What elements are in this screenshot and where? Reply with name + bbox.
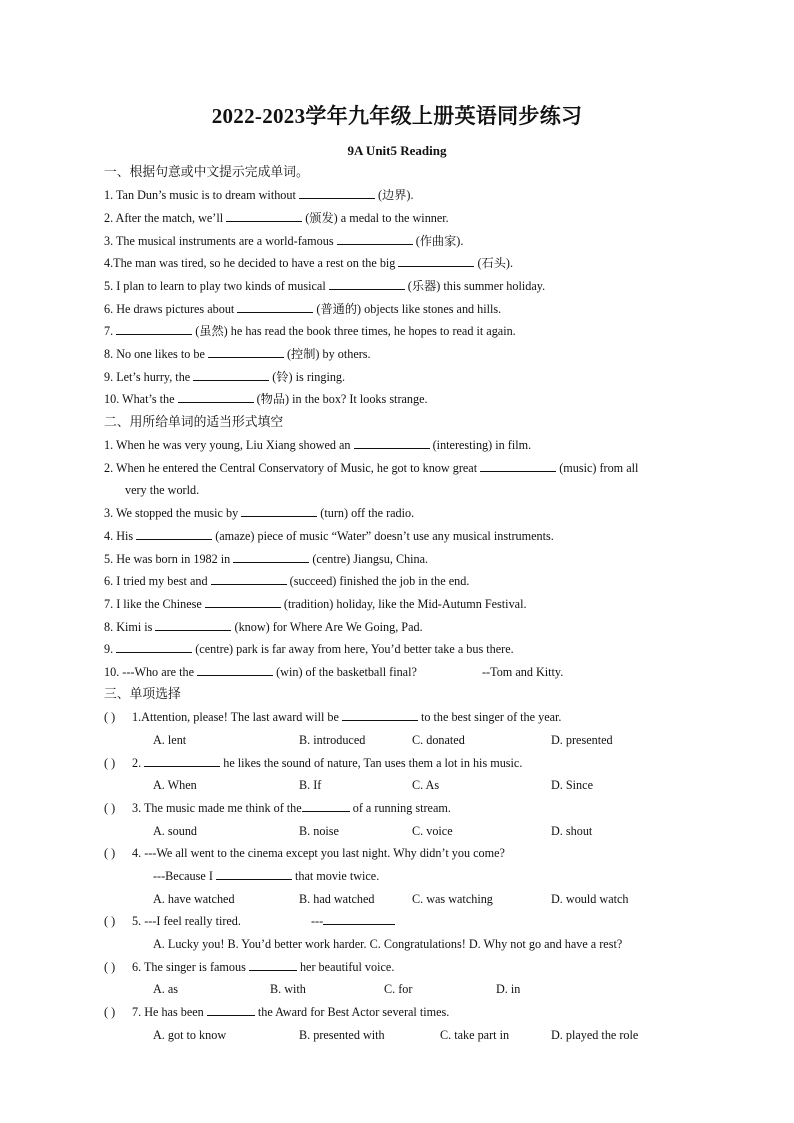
mc-answer-paren[interactable]: ( ) xyxy=(104,710,116,724)
answer-blank[interactable] xyxy=(299,187,375,199)
q6-option-d[interactable]: D. in xyxy=(496,982,521,996)
answer-blank[interactable] xyxy=(136,528,212,540)
mc-answer-paren[interactable]: ( ) xyxy=(104,801,116,815)
q1-option-c[interactable]: C. donated xyxy=(412,733,465,747)
answer-blank[interactable] xyxy=(207,1004,255,1016)
mc-question-2: 2. he likes the sound of nature, Tan uses them a lot in his music. xyxy=(132,756,523,770)
answer-blank[interactable] xyxy=(337,233,413,245)
q3-option-a[interactable]: A. sound xyxy=(153,824,198,838)
answer-blank[interactable] xyxy=(354,437,430,449)
s2-item-4: 4. His (amaze) piece of music “Water” doesn’t use any musical instruments. xyxy=(104,529,554,543)
s2-item-5: 5. He was born in 1982 in (centre) Jiangsu, China. xyxy=(104,552,429,566)
section-2-heading: 二、用所给单词的适当形式填空 xyxy=(104,415,284,429)
section-3-heading: 三、单项选择 xyxy=(104,687,181,701)
s1-item-4: 4.The man was tired, so he decided to have a rest on the big (石头). xyxy=(104,256,514,270)
q2-option-c[interactable]: C. As xyxy=(412,778,440,792)
q7-option-b[interactable]: B. presented with xyxy=(299,1028,385,1042)
s1-item-8: 8. No one likes to be (控制) by others. xyxy=(104,347,371,361)
answer-blank[interactable] xyxy=(216,868,292,880)
q6-option-c[interactable]: C. for xyxy=(384,982,413,996)
q2-option-d[interactable]: D. Since xyxy=(551,778,593,792)
mc-answer-paren[interactable]: ( ) xyxy=(104,846,116,860)
q1-option-a[interactable]: A. lent xyxy=(153,733,187,747)
answer-blank[interactable] xyxy=(193,369,269,381)
q4-option-b[interactable]: B. had watched xyxy=(299,892,375,906)
mc-question-6: 6. The singer is famous her beautiful voice. xyxy=(132,960,395,974)
mc-question-4-response: ---Because I that movie twice. xyxy=(153,869,380,883)
answer-blank[interactable] xyxy=(205,596,281,608)
q3-option-d[interactable]: D. shout xyxy=(551,824,593,838)
answer-blank[interactable] xyxy=(398,255,474,267)
s2-item-10-reply: --Tom and Kitty. xyxy=(482,665,564,679)
q1-option-d[interactable]: D. presented xyxy=(551,733,613,747)
page-title: 2022-2023学年九年级上册英语同步练习 xyxy=(211,104,583,128)
q2-option-a[interactable]: A. When xyxy=(153,778,197,792)
q6-option-b[interactable]: B. with xyxy=(270,982,306,996)
s1-item-2: 2. After the match, we’ll (颁发) a medal to the winner. xyxy=(104,211,449,225)
s2-item-7: 7. I like the Chinese (tradition) holiday, like the Mid-Autumn Festival. xyxy=(104,597,527,611)
answer-blank[interactable] xyxy=(323,913,395,925)
mc-question-1: 1.Attention, please! The last award will be to the best singer of the year. xyxy=(132,710,562,724)
s2-item-8: 8. Kimi is (know) for Where Are We Going, Pad. xyxy=(104,620,423,634)
s2-item-2: 2. When he entered the Central Conservatory of Music, he got to know great (music) from all xyxy=(104,461,639,475)
q1-option-b[interactable]: B. introduced xyxy=(299,733,366,747)
s2-item-9: 9. (centre) park is far away from here, You’d better take a bus there. xyxy=(104,642,514,656)
mc-question-5-reply: --- xyxy=(311,913,395,929)
answer-blank[interactable] xyxy=(178,391,254,403)
s2-item-6: 6. I tried my best and (succeed) finished the job in the end. xyxy=(104,574,470,588)
answer-blank[interactable] xyxy=(208,346,284,358)
q7-option-d[interactable]: D. played the role xyxy=(551,1028,639,1042)
page-subtitle: 9A Unit5 Reading xyxy=(347,143,447,158)
answer-blank[interactable] xyxy=(226,210,302,222)
mc-question-4: 4. ---We all went to the cinema except you last night. Why didn’t you come? xyxy=(132,846,505,860)
s1-item-6: 6. He draws pictures about (普通的) objects like stones and hills. xyxy=(104,302,502,316)
q4-option-c[interactable]: C. was watching xyxy=(412,892,493,906)
mc-answer-paren[interactable]: ( ) xyxy=(104,756,116,770)
s2-item-2-continuation: very the world. xyxy=(125,483,200,497)
answer-blank[interactable] xyxy=(116,641,192,653)
q7-option-a[interactable]: A. got to know xyxy=(153,1028,227,1042)
mc-question-7: 7. He has been the Award for Best Actor several times. xyxy=(132,1005,450,1019)
answer-blank[interactable] xyxy=(233,551,309,563)
answer-blank[interactable] xyxy=(342,709,418,721)
answer-blank[interactable] xyxy=(116,323,192,335)
s1-item-5: 5. I plan to learn to play two kinds of musical (乐器) this summer holiday. xyxy=(104,279,546,293)
mc-question-3: 3. The music made me think of the of a running stream. xyxy=(132,801,451,815)
answer-blank[interactable] xyxy=(329,278,405,290)
q5-options[interactable]: A. Lucky you! B. You’d better work harder. C. Congratulations! D. Why not go and have a rest? xyxy=(153,937,623,951)
s1-item-9: 9. Let’s hurry, the (铃) is ringing. xyxy=(104,370,346,384)
answer-blank[interactable] xyxy=(211,573,287,585)
q4-option-d[interactable]: D. would watch xyxy=(551,892,629,906)
q2-option-b[interactable]: B. If xyxy=(299,778,322,792)
s1-item-10: 10. What’s the (物品) in the box? It looks strange. xyxy=(104,392,428,406)
q3-option-c[interactable]: C. voice xyxy=(412,824,453,838)
q3-option-b[interactable]: B. noise xyxy=(299,824,339,838)
answer-blank[interactable] xyxy=(480,460,556,472)
q4-option-a[interactable]: A. have watched xyxy=(153,892,235,906)
answer-blank[interactable] xyxy=(197,664,273,676)
answer-blank[interactable] xyxy=(155,619,231,631)
mc-question-5: 5. ---I feel really tired. xyxy=(132,914,241,928)
mc-answer-paren[interactable]: ( ) xyxy=(104,960,116,974)
q6-option-a[interactable]: A. as xyxy=(153,982,179,996)
answer-blank[interactable] xyxy=(237,301,313,313)
mc-answer-paren[interactable]: ( ) xyxy=(104,914,116,928)
s1-item-1: 1. Tan Dun’s music is to dream without (边界). xyxy=(104,188,414,202)
answer-blank[interactable] xyxy=(302,800,350,812)
s1-item-7: 7. (虽然) he has read the book three times, he hopes to read it again. xyxy=(104,324,516,338)
s2-item-1: 1. When he was very young, Liu Xiang showed an (interesting) in film. xyxy=(104,438,532,452)
s2-item-3: 3. We stopped the music by (turn) off the radio. xyxy=(104,506,415,520)
answer-blank[interactable] xyxy=(144,755,220,767)
section-1-heading: 一、根据句意或中文提示完成单词。 xyxy=(104,165,309,179)
s2-item-10: 10. ---Who are the (win) of the basketball final? xyxy=(104,665,417,679)
answer-blank[interactable] xyxy=(249,959,297,971)
q7-option-c[interactable]: C. take part in xyxy=(440,1028,510,1042)
mc-answer-paren[interactable]: ( ) xyxy=(104,1005,116,1019)
s1-item-3: 3. The musical instruments are a world-famous (作曲家). xyxy=(104,234,464,248)
answer-blank[interactable] xyxy=(241,505,317,517)
